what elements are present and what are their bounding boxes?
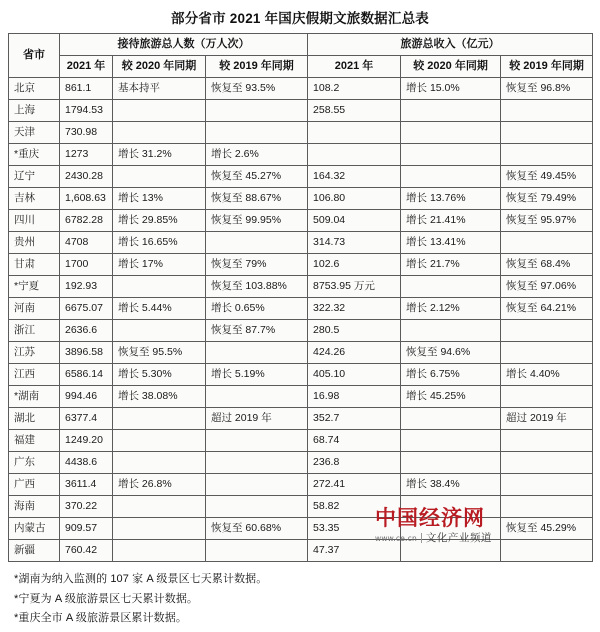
cell-visitors-2021: 909.57 [60,518,113,540]
cell-revenue-vs2020 [401,122,501,144]
cell-visitors-vs2020: 增长 17% [113,254,206,276]
cell-province: *湖南 [9,386,60,408]
cell-province: 内蒙古 [9,518,60,540]
cell-revenue-vs2020: 增长 13.41% [401,232,501,254]
cell-revenue-vs2020 [401,408,501,430]
cell-revenue-2021: 272.41 [308,474,401,496]
cell-province: 广西 [9,474,60,496]
cell-revenue-vs2020 [401,320,501,342]
cell-visitors-2021: 6377.4 [60,408,113,430]
column-header-visitors-vs2020: 较 2020 年同期 [113,56,206,78]
cell-visitors-vs2019 [206,342,308,364]
tourism-data-table [8,33,593,562]
cell-province: 贵州 [9,232,60,254]
table-row [9,232,593,254]
cell-visitors-vs2019: 增长 2.6% [206,144,308,166]
table-row [9,540,593,562]
column-header-visitors-2021: 2021 年 [60,56,113,78]
cell-revenue-2021: 68.74 [308,430,401,452]
table-row [9,474,593,496]
column-header-revenue-vs2019: 较 2019 年同期 [501,56,593,78]
cell-revenue-vs2019 [501,122,593,144]
cell-revenue-2021: 236.8 [308,452,401,474]
cell-revenue-vs2020: 增长 45.25% [401,386,501,408]
cell-revenue-2021: 106.80 [308,188,401,210]
table-row [9,298,593,320]
cell-revenue-vs2019: 恢复至 96.8% [501,78,593,100]
table-row [9,210,593,232]
cell-visitors-vs2020: 增长 38.08% [113,386,206,408]
cell-visitors-2021: 370.22 [60,496,113,518]
cell-visitors-2021: 4708 [60,232,113,254]
cell-province: 福建 [9,430,60,452]
cell-revenue-2021: 16.98 [308,386,401,408]
cell-province: 浙江 [9,320,60,342]
cell-visitors-vs2019 [206,100,308,122]
cell-visitors-vs2019 [206,474,308,496]
cell-visitors-2021: 1,608.63 [60,188,113,210]
cell-province: 新疆 [9,540,60,562]
cell-province: 上海 [9,100,60,122]
cell-visitors-vs2019 [206,452,308,474]
footnote: *湖南为纳入监测的 107 家 A 级景区七天累计数据。 [14,573,268,585]
footnotes [8,562,592,630]
footnote: *重庆全市 A 级旅游景区累计数据。 [14,612,187,625]
cell-revenue-vs2019 [501,540,593,562]
table-row [9,496,593,518]
cell-visitors-vs2020 [113,540,206,562]
header-row-subcolumns [9,56,593,78]
cell-visitors-vs2020 [113,408,206,430]
cell-revenue-vs2019 [501,232,593,254]
cell-visitors-vs2019 [206,496,308,518]
column-header-visitors-vs2019: 较 2019 年同期 [206,56,308,78]
cell-revenue-vs2020: 增长 2.12% [401,298,501,320]
table-row [9,276,593,298]
header-row-groups [9,34,593,56]
cell-visitors-vs2019: 恢复至 87.7% [206,320,308,342]
watermark-channel: 文化产业频道 [425,532,492,544]
table-row [9,386,593,408]
table-row [9,430,593,452]
footnote: *宁夏为 A 级旅游景区七天累计数据。 [14,592,199,605]
cell-revenue-vs2019: 恢复至 79.49% [501,188,593,210]
cell-revenue-vs2019 [501,430,593,452]
cell-revenue-2021: 405.10 [308,364,401,386]
table-row [9,408,593,430]
cell-visitors-vs2020: 基本持平 [113,78,206,100]
cell-visitors-2021: 6675.07 [60,298,113,320]
cell-revenue-vs2019: 恢复至 45.29% [501,518,593,540]
table-header [9,34,593,78]
cell-province: 天津 [9,122,60,144]
cell-visitors-2021: 994.46 [60,386,113,408]
table-row [9,144,593,166]
cell-visitors-2021: 1273 [60,144,113,166]
cell-revenue-2021: 509.04 [308,210,401,232]
cell-visitors-2021: 1794.53 [60,100,113,122]
cell-revenue-vs2020 [401,496,501,518]
cell-visitors-vs2020 [113,166,206,188]
cell-visitors-vs2019 [206,122,308,144]
cell-revenue-2021 [308,122,401,144]
column-header-revenue-vs2020: 较 2020 年同期 [401,56,501,78]
table-row [9,452,593,474]
cell-visitors-vs2020 [113,430,206,452]
table-row [9,320,593,342]
cell-province: 四川 [9,210,60,232]
cell-visitors-vs2020: 增长 5.30% [113,364,206,386]
cell-province: *重庆 [9,144,60,166]
cell-revenue-2021: 47.37 [308,540,401,562]
cell-revenue-2021: 102.6 [308,254,401,276]
table-row [9,100,593,122]
cell-revenue-vs2019 [501,100,593,122]
cell-province: 甘肃 [9,254,60,276]
cell-visitors-2021: 2430.28 [60,166,113,188]
cell-visitors-vs2019 [206,386,308,408]
cell-province: 广东 [9,452,60,474]
cell-revenue-vs2020 [401,540,501,562]
cell-revenue-vs2020: 增长 15.0% [401,78,501,100]
cell-visitors-vs2019: 增长 5.19% [206,364,308,386]
cell-province: 吉林 [9,188,60,210]
cell-revenue-vs2019: 恢复至 97.06% [501,276,593,298]
cell-revenue-vs2019: 恢复至 68.4% [501,254,593,276]
cell-revenue-2021 [308,144,401,166]
cell-visitors-vs2020: 增长 29.85% [113,210,206,232]
watermark-url: www.ce.cn [375,533,417,543]
cell-visitors-2021: 1249.20 [60,430,113,452]
cell-visitors-vs2020 [113,100,206,122]
cell-visitors-vs2020: 增长 13% [113,188,206,210]
cell-revenue-vs2020: 增长 6.75% [401,364,501,386]
cell-revenue-2021: 280.5 [308,320,401,342]
cell-visitors-2021: 192.93 [60,276,113,298]
cell-province: 海南 [9,496,60,518]
column-group-revenue: 旅游总收入（亿元） [308,34,593,56]
cell-revenue-vs2019 [501,452,593,474]
cell-province: 辽宁 [9,166,60,188]
cell-visitors-2021: 760.42 [60,540,113,562]
table-row [9,188,593,210]
cell-revenue-vs2019: 超过 2019 年 [501,408,593,430]
cell-province: 北京 [9,78,60,100]
cell-visitors-vs2019: 恢复至 60.68% [206,518,308,540]
cell-visitors-vs2019: 恢复至 79% [206,254,308,276]
cell-revenue-vs2020 [401,144,501,166]
cell-visitors-vs2020 [113,276,206,298]
cell-revenue-vs2020 [401,452,501,474]
cell-revenue-vs2020 [401,430,501,452]
cell-revenue-vs2019: 增长 4.40% [501,364,593,386]
table-row [9,166,593,188]
cell-revenue-vs2019 [501,320,593,342]
cell-visitors-vs2020: 增长 16.65% [113,232,206,254]
cell-revenue-2021: 53.35 [308,518,401,540]
cell-visitors-vs2019 [206,430,308,452]
cell-revenue-2021: 314.73 [308,232,401,254]
column-header-province: 省市 [9,34,60,78]
cell-revenue-2021: 58.82 [308,496,401,518]
cell-revenue-vs2020: 增长 21.7% [401,254,501,276]
cell-visitors-2021: 6586.14 [60,364,113,386]
cell-revenue-vs2019 [501,474,593,496]
cell-revenue-vs2020: 增长 38.4% [401,474,501,496]
cell-revenue-vs2020 [401,276,501,298]
cell-visitors-vs2019 [206,232,308,254]
cell-visitors-vs2020: 增长 31.2% [113,144,206,166]
cell-revenue-2021: 164.32 [308,166,401,188]
cell-province: 湖北 [9,408,60,430]
cell-visitors-2021: 6782.28 [60,210,113,232]
cell-visitors-vs2020: 增长 26.8% [113,474,206,496]
table-row [9,364,593,386]
cell-revenue-vs2019: 恢复至 95.97% [501,210,593,232]
cell-visitors-vs2020 [113,122,206,144]
table-row [9,518,593,540]
cell-visitors-vs2019: 恢复至 45.27% [206,166,308,188]
cell-visitors-vs2020: 增长 5.44% [113,298,206,320]
column-group-visitors: 接待旅游总人数（万人次） [60,34,308,56]
cell-revenue-vs2019 [501,144,593,166]
cell-visitors-vs2019: 超过 2019 年 [206,408,308,430]
cell-visitors-vs2019 [206,540,308,562]
cell-visitors-2021: 730.98 [60,122,113,144]
watermark-brand: 中国经济网 [375,506,485,530]
cell-visitors-vs2019: 恢复至 99.95% [206,210,308,232]
cell-revenue-vs2020: 恢复至 94.6% [401,342,501,364]
cell-visitors-2021: 1700 [60,254,113,276]
cell-revenue-2021: 258.55 [308,100,401,122]
cell-visitors-2021: 3896.58 [60,342,113,364]
cell-revenue-vs2019 [501,386,593,408]
cell-revenue-vs2020 [401,518,501,540]
cell-province: *宁夏 [9,276,60,298]
column-header-revenue-2021: 2021 年 [308,56,401,78]
cell-province: 河南 [9,298,60,320]
cell-revenue-vs2019: 恢复至 49.45% [501,166,593,188]
cell-revenue-2021: 108.2 [308,78,401,100]
cell-visitors-vs2020 [113,496,206,518]
cell-revenue-vs2019 [501,342,593,364]
cell-visitors-vs2019: 恢复至 93.5% [206,78,308,100]
table-row [9,122,593,144]
cell-revenue-vs2020: 增长 13.76% [401,188,501,210]
table-row [9,342,593,364]
table-row [9,78,593,100]
cell-visitors-2021: 861.1 [60,78,113,100]
cell-revenue-vs2019 [501,496,593,518]
table-row [9,254,593,276]
cell-revenue-2021: 8753.95 万元 [308,276,401,298]
cell-revenue-2021: 424.26 [308,342,401,364]
cell-visitors-vs2020: 恢复至 95.5% [113,342,206,364]
cell-visitors-vs2019: 恢复至 103.88% [206,276,308,298]
cell-revenue-vs2019: 恢复至 64.21% [501,298,593,320]
cell-visitors-vs2020 [113,320,206,342]
cell-revenue-2021: 322.32 [308,298,401,320]
cell-visitors-2021: 4438.6 [60,452,113,474]
cell-province: 江苏 [9,342,60,364]
cell-revenue-vs2020: 增长 21.41% [401,210,501,232]
cell-province: 江西 [9,364,60,386]
cell-visitors-vs2019: 恢复至 88.67% [206,188,308,210]
cell-visitors-vs2020 [113,452,206,474]
cell-visitors-2021: 2636.6 [60,320,113,342]
cell-visitors-2021: 3611.4 [60,474,113,496]
page-title: 部分省市 2021 年国庆假期文旅数据汇总表 [171,11,429,26]
cell-revenue-vs2020 [401,100,501,122]
cell-revenue-vs2020 [401,166,501,188]
cell-visitors-vs2020 [113,518,206,540]
cell-visitors-vs2019: 增长 0.65% [206,298,308,320]
table-body [9,78,593,562]
cell-revenue-2021: 352.7 [308,408,401,430]
